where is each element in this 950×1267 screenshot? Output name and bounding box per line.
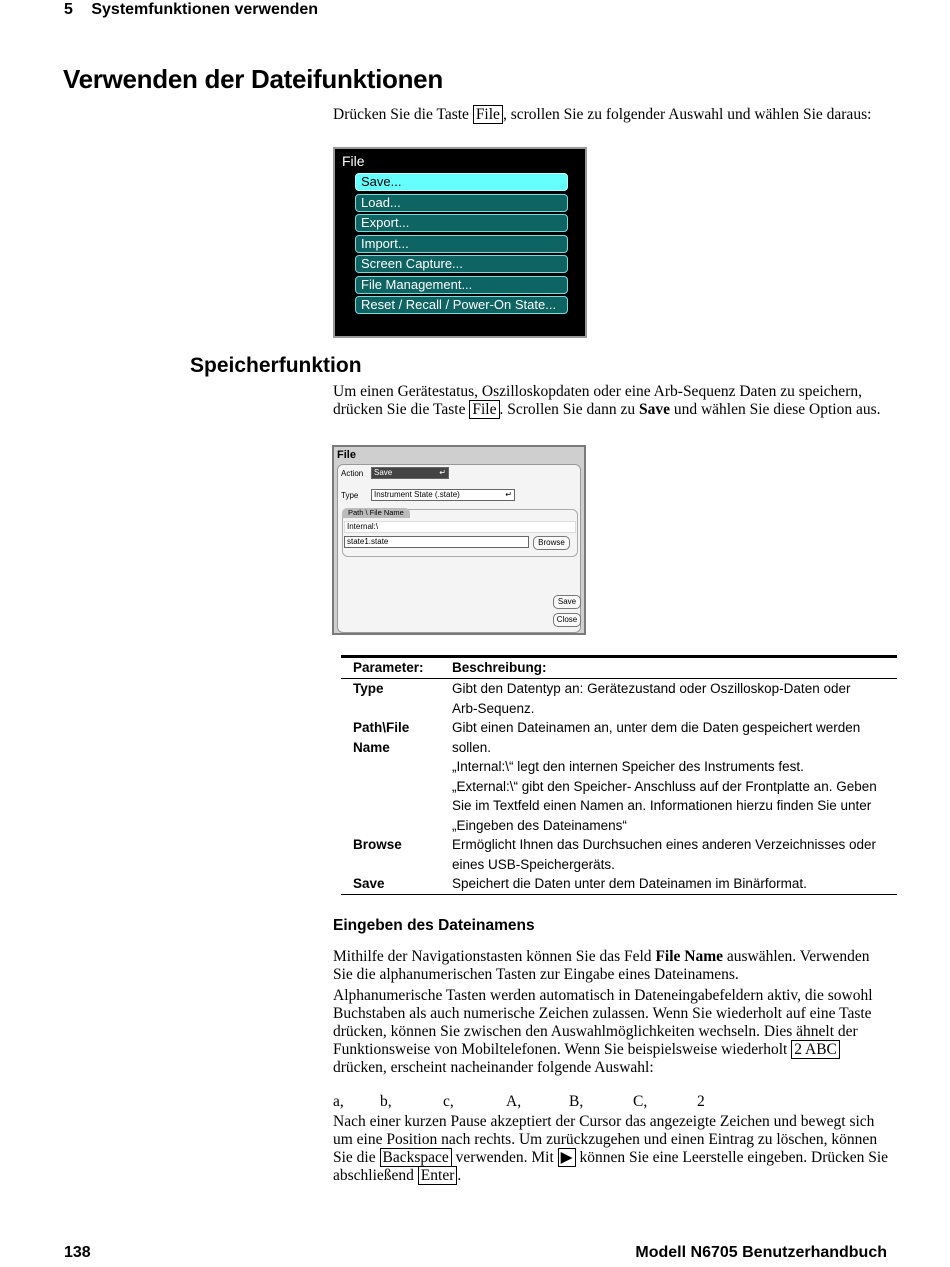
character-sequence: [333, 1093, 893, 1111]
param-name: Save: [353, 876, 385, 891]
para1-text-2: auswählen. Verwenden Sie die alphanumerischen Tasten zur Eingabe eines Dateinamens.: [333, 948, 870, 983]
type-value: Instrument State (.state): [374, 490, 460, 499]
menu-item-export[interactable]: Export...: [355, 214, 568, 232]
subsection-title: Speicherfunktion: [190, 354, 362, 377]
intro-text-2: , scrollen Sie zu folgender Auswahl und wählen Sie daraus:: [502, 106, 872, 123]
para2-text-1: Alphanumerische Tasten werden automatisch in Dateneingabefeldern aktiv, die sowohl Buchstaben als auch numerische Zeichen zulassen. Wenn Sie wiederholt auf eine Taste drücken, können Sie zwischen den Auswahlmöglichkeiten wechseln. Dies ähnelt der Funktionsweise von Mobiltelefonen. Wenn Sie beispielsweise wiederholt: [333, 987, 873, 1058]
type-label: Type: [341, 491, 359, 500]
paragraph-cursor: [333, 1113, 893, 1185]
save-button[interactable]: Save: [553, 595, 581, 609]
section-title: Verwenden der Dateifunktionen: [63, 64, 443, 94]
filename-field[interactable]: state1.state: [344, 536, 529, 548]
desc-line: Sie im Textfeld einen Namen an. Informationen hierzu finden Sie unter: [452, 798, 872, 813]
intro-paragraph: [333, 106, 893, 124]
action-field[interactable]: [371, 467, 449, 479]
sequence-item: C,: [633, 1093, 648, 1110]
action-label: Action: [341, 469, 364, 478]
table-bottom-rule: [341, 894, 897, 895]
desc-line: Gibt einen Dateinamen an, unter dem die Daten gespeichert werden: [452, 720, 861, 735]
desc-line: Gibt den Datentyp an: Gerätezustand oder Oszilloskop-Daten oder: [452, 681, 851, 696]
param-name: Path\File Name: [353, 720, 410, 755]
menu-item-import[interactable]: Import...: [355, 235, 568, 253]
action-value: Save: [374, 468, 393, 477]
save-intro-text-3: und wählen Sie diese Option aus.: [669, 401, 881, 418]
menu-item-load[interactable]: Load...: [355, 194, 568, 212]
desc-line: „External:\“ gibt den Speicher- Anschluss auf der Frontplatte an. Geben: [452, 778, 877, 794]
footer-title: Modell N6705 Benutzerhandbuch: [635, 1244, 887, 1261]
paragraph-navigation: [333, 948, 893, 984]
param-column-header: Parameter:: [353, 660, 424, 675]
file-name-bold: File Name: [655, 948, 724, 965]
intro-text-1: Drücken Sie die Taste: [333, 106, 473, 123]
file-key: File: [473, 105, 503, 124]
desc-column-header: Beschreibung:: [452, 660, 547, 675]
para3-text-3: können Sie eine Leerstelle eingeben. Drücken Sie abschließend: [333, 1149, 889, 1184]
dialog-body: [337, 464, 581, 633]
save-intro-paragraph: [333, 383, 893, 419]
chapter-number: 5: [64, 1, 73, 18]
browse-button[interactable]: Browse: [533, 536, 570, 550]
dialog-title: File: [337, 449, 356, 461]
footer-page-number: 138: [64, 1244, 91, 1261]
file-menu-title: File: [342, 153, 365, 169]
para3-text-4: .: [457, 1167, 462, 1184]
type-field[interactable]: [371, 489, 515, 501]
backspace-key: Backspace: [380, 1148, 452, 1167]
menu-item-screen-capture[interactable]: Screen Capture...: [355, 255, 568, 273]
key-2abc: 2 ABC: [791, 1040, 840, 1059]
menu-item-file-management[interactable]: File Management...: [355, 276, 568, 294]
menu-item-reset-recall[interactable]: Reset / Recall / Power-On State...: [355, 296, 568, 314]
sequence-item: b,: [380, 1093, 392, 1110]
paragraph-alphanumeric: [333, 987, 893, 1077]
enter-filename-heading: Eingeben des Dateinamens: [333, 917, 535, 934]
para1-text-1: Mithilfe der Navigationstasten können Sie das Feld: [333, 948, 656, 965]
sequence-item: a,: [333, 1093, 344, 1110]
save-intro-text-2: . Scrollen Sie dann zu: [499, 401, 639, 418]
desc-line: Speichert die Daten unter dem Dateinamen im Binärformat.: [452, 876, 807, 891]
desc-line: sollen.: [452, 739, 492, 755]
param-name: Browse: [353, 837, 402, 852]
enter-icon: ↵: [439, 468, 446, 477]
parameter-table: [341, 655, 897, 895]
sequence-item: 2: [697, 1093, 705, 1110]
param-name: Type: [353, 681, 384, 696]
desc-line: eines USB-Speichergeräts.: [452, 856, 615, 872]
table-row: [341, 835, 897, 874]
desc-line: „Internal:\“ legt den internen Speicher des Instruments fest.: [452, 759, 804, 774]
table-row: [341, 718, 897, 835]
path-field: Internal:\: [344, 521, 576, 533]
chapter-header: [64, 1, 318, 19]
table-row: [341, 874, 897, 894]
file-menu-screenshot: [333, 147, 587, 338]
save-intro-text-1: Um einen Gerätestatus, Oszilloskopdaten oder eine Arb-Sequenz Daten zu speichern, drücken Sie die Taste: [333, 383, 862, 418]
para3-text-2: verwenden. Mit: [451, 1149, 558, 1166]
chapter-title: Systemfunktionen verwenden: [91, 1, 319, 18]
sequence-item: B,: [569, 1093, 584, 1110]
path-tab: Path \ File Name: [342, 508, 410, 518]
file-key-2: File: [469, 400, 499, 419]
close-button[interactable]: Close: [553, 613, 581, 627]
right-arrow-key-icon: ▶: [558, 1148, 576, 1167]
save-dialog-screenshot: [332, 445, 586, 635]
table-header-row: [341, 658, 897, 678]
desc-line: Arb-Sequenz.: [452, 700, 535, 716]
desc-line: Ermöglicht Ihnen das Durchsuchen eines anderen Verzeichnisses oder: [452, 837, 876, 852]
save-bold: Save: [638, 401, 670, 418]
para2-text-2: drücken, erscheint nacheinander folgende Auswahl:: [333, 1059, 654, 1076]
sequence-item: c,: [443, 1093, 454, 1110]
sequence-item: A,: [506, 1093, 522, 1110]
table-row: [341, 679, 897, 718]
enter-icon: ↵: [505, 490, 512, 499]
desc-line: „Eingeben des Dateinamens“: [452, 817, 627, 833]
enter-key: Enter: [418, 1166, 458, 1185]
menu-item-save[interactable]: Save...: [355, 173, 568, 191]
para3-text-1: Nach einer kurzen Pause akzeptiert der Cursor das angezeigte Zeichen und bewegt sich um eine Position nach rechts. Um zurückzugehen und einen Eintrag zu löschen, können Sie die: [333, 1113, 878, 1166]
